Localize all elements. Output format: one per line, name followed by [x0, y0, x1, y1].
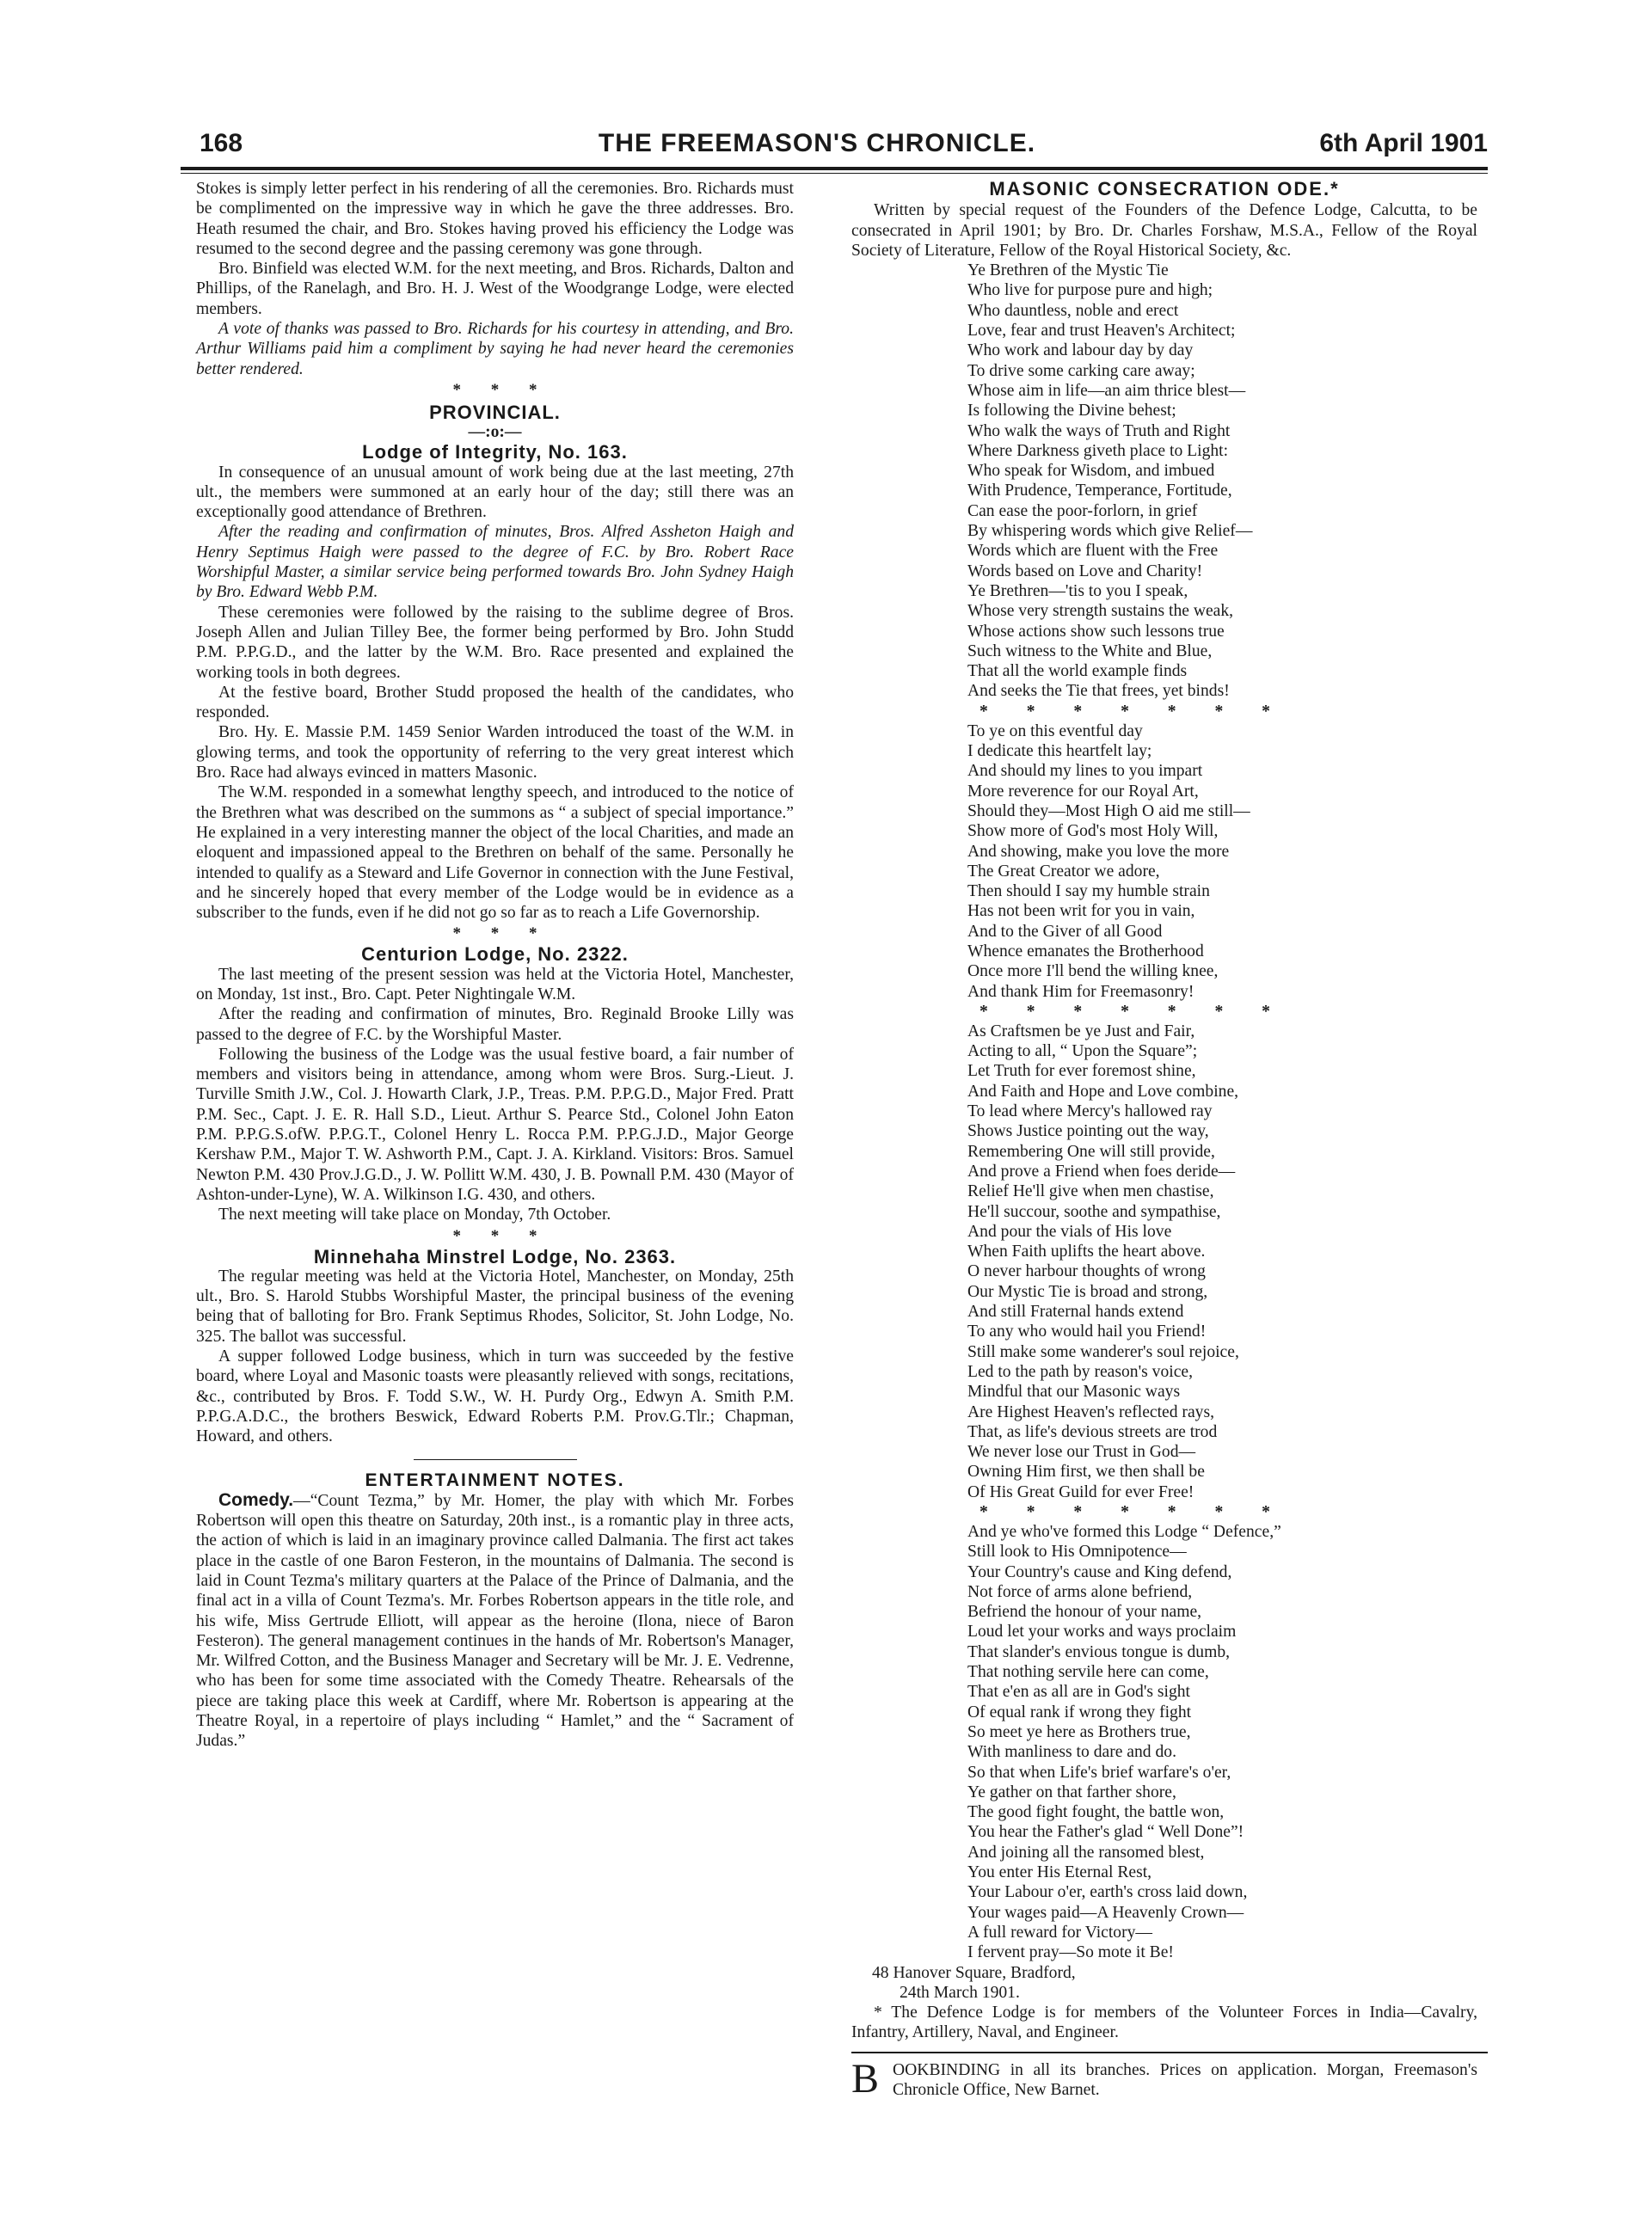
poem-line: That all the world example finds [967, 662, 1188, 681]
poem-line: And ye who've formed this Lodge “ Defence,” [967, 1523, 1281, 1541]
poem-line: That, as life's devious streets are trod [967, 1422, 1218, 1441]
poem-line: Remembering One will still provide, [967, 1142, 1215, 1161]
stanza-4 [967, 1522, 1477, 1963]
poem-line: And seeks the Tie that frees, yet binds! [967, 682, 1230, 701]
article-paragraph: The W.M. responded in a somewhat lengthy speech, and introduced to the notice of the Brethren what was described on the summons as “ a subject of special importance.” He explained in a very interesting manner the object of the local Charities, and made an eloquent and impassioned appeal to the Brethren on behalf of the same. Personally he intended to qualify as a Steward and Life Governor in connection with the June Festival, and he sincerely hoped that every member of the Lodge would be in evidence as a subscriber to the funds, even if he did not go so far as to reach a Life Governorship. [196, 783, 794, 923]
poem-line: Whose aim in life—an aim thrice blest— [967, 381, 1246, 400]
poem-line: We never lose our Trust in God— [967, 1443, 1196, 1462]
article-paragraph: The last meeting of the present session was held at the Victoria Hotel, Manchester, on Monday, 1st inst., Bro. Capt. Peter Nightingale W.M. [196, 965, 794, 1003]
article-paragraph: The next meeting will take place on Monday, 7th October. [218, 1206, 611, 1224]
poem-line: To any who would hail you Friend! [967, 1323, 1207, 1341]
intro-paragraph: Stokes is simply letter perfect in his rendering of all the ceremonies. Bro. Richards must be complimented on the impressive way in which he gave the three addresses. Bro. Heath resumed the chair, and Bro. Stokes having proved his efficiency the Lodge was resumed to the second degree and the passing ceremony was gone through. [196, 180, 794, 258]
poem-line: Not force of arms alone befriend, [967, 1582, 1193, 1601]
stanza-stars: * * * * * * * [980, 1503, 1270, 1521]
poem-line: And still Fraternal hands extend [967, 1303, 1184, 1322]
poem-line: A full reward for Victory— [967, 1923, 1153, 1942]
poem-line: Should they—Most High O aid me still— [967, 801, 1250, 820]
article-paragraph: Following the business of the Lodge was the usual festive board, a fair number of members and visitors being in attendance, among whom were Bros. Surg.-Lieut. J. Turville Smith J.W., Col. J. Howarth Clark, J.P., Treas. P.M. P.P.G.D., Major Fred. Pratt P.M. Sec., Capt. J. E. R. Hall S.D., Lieut. Arthur S. Pearce Std., Colonel John Eaton P.M. P.P.G.S.ofW. P.P.G.T., Colonel Henry L. Rocca P.M. P.P.G.J.D., Major George Kershaw P.M., Major T. W. Ashworth P.M., Capt. J. A. Kirkland. Visitors: Bros. Samuel Newton P.M. 430 Prov.J.G.D., J. W. Pollitt W.M. 430, J. B. Pownall P.M. 430 (Mayor of Ashton-under-Lyne), W. A. Wilkinson I.G. 430, and others. [196, 1045, 794, 1204]
poem-line: As Craftsmen be ye Just and Fair, [967, 1022, 1195, 1040]
poem-line: With manliness to dare and do. [967, 1743, 1176, 1762]
poem-line: Of His Great Guild for ever Free! [967, 1482, 1194, 1501]
poem-line: Your Country's cause and King defend, [967, 1562, 1232, 1581]
comedy-runin: Comedy. [218, 1489, 294, 1510]
poem-line: Mindful that our Masonic ways [967, 1383, 1181, 1402]
poem-line: Such witness to the White and Blue, [967, 641, 1213, 660]
poem-line: And thank Him for Freemasonry! [967, 982, 1194, 1001]
poem-line: Ye Brethren—'tis to you I speak, [967, 581, 1188, 600]
provincial-heading: PROVINCIAL. [429, 401, 561, 423]
poem-line: O never harbour thoughts of wrong [967, 1262, 1206, 1281]
page-header [146, 129, 1488, 163]
ode-poem [967, 261, 1477, 1962]
section-separator: —:o:— [468, 423, 522, 442]
advert-rule [851, 2052, 1488, 2053]
poem-line: Ye gather on that farther shore, [967, 1783, 1176, 1801]
poem-line: Words based on Love and Charity! [967, 562, 1203, 580]
poem-line: And showing, make you love the more [967, 842, 1230, 861]
poem-line: To drive some carking care away; [967, 361, 1195, 380]
poem-line: Whose very strength sustains the weak, [967, 602, 1234, 621]
poem-line: The Great Creator we adore, [967, 862, 1160, 881]
poem-line: Owning Him first, we then shall be [967, 1463, 1205, 1482]
poem-line: When Faith uplifts the heart above. [967, 1243, 1206, 1261]
poem-line: Once more I'll bend the willing knee, [967, 962, 1219, 981]
poem-line: So meet ye here as Brothers true, [967, 1722, 1191, 1741]
poem-line: To ye on this eventful day [967, 721, 1143, 740]
poem-line: Of equal rank if wrong they fight [967, 1703, 1192, 1721]
poem-line: Ye Brethren of the Mystic Tie [967, 261, 1169, 280]
poem-line: Your wages paid—A Heavenly Crown— [967, 1903, 1244, 1922]
left-column [196, 179, 794, 1752]
poem-line: Relief He'll give when men chastise, [967, 1182, 1214, 1201]
poem-line: Who walk the ways of Truth and Right [967, 421, 1231, 440]
advert-text: OOKBINDING in all its branches. Prices on application. Morgan, Freemason's Chronicle Office, New Barnet. [893, 2060, 1477, 2100]
integrity-heading: Lodge of Integrity, No. 163. [362, 441, 628, 463]
intro-paragraph: A vote of thanks was passed to Bro. Richards for his courtesy in attending, and Bro. Arthur Williams paid him a compliment by saying he had never heard the ceremonies better rendered. [196, 320, 794, 378]
ode-heading: MASONIC CONSECRATION ODE.* [989, 178, 1340, 199]
article-paragraph: A supper followed Lodge business, which in turn was succeeded by the festive board, where Loyal and Masonic toasts were pleasantly relieved with songs, recitations, &c., contributed by Bros. F. Todd S.W., W. H. Purdy Org., Edwyn A. Smith P.M. P.P.G.A.D.C., the brothers Beswick, Edward Roberts P.M. Prov.G.Tlr.; Chapman, Howard, and others. [196, 1347, 794, 1446]
poem-line: That slander's envious tongue is dumb, [967, 1642, 1231, 1661]
centurion-heading: Centurion Lodge, No. 2322. [361, 943, 629, 966]
advert-dropcap: B [851, 2055, 880, 2102]
article-paragraph: At the festive board, Brother Studd proposed the health of the candidates, who responded. [196, 683, 794, 722]
poem-line: He'll succour, soothe and sympathise, [967, 1202, 1221, 1221]
stanza-stars: * * * * * * * [980, 1002, 1270, 1021]
poem-line: Acting to all, “ Upon the Square”; [967, 1042, 1198, 1061]
poem-line: Your Labour o'er, earth's cross laid down, [967, 1883, 1248, 1902]
article-paragraph: After the reading and confirmation of minutes, Bros. Alfred Assheton Haigh and Henry Septimus Haigh were passed to the degree of F.C. by Bro. Robert Race Worshipful Master, a similar service being performed towards Bro. John Sydney Haigh by Bro. Edward Webb P.M. [196, 523, 794, 602]
author-address: 48 Hanover Square, Bradford, [872, 1963, 1076, 1982]
poem-line: So that when Life's brief warfare's o'er, [967, 1763, 1231, 1782]
article-paragraph: After the reading and confirmation of minutes, Bro. Reginald Brooke Lilly was passed to the degree of F.C. by the Worshipful Master. [196, 1005, 794, 1044]
comedy-text: —“Count Tezma,” by Mr. Homer, the play with which Mr. Forbes Robertson will open this theatre on Saturday, 20th inst., is a romantic play in three acts, the action of which is laid in an imaginary province called Dalmania. The first act takes place in the castle of one Baron Festeron, in the mountains of Dalmania. The second is laid in Count Tezma's military quarters at the Palace of the Prince of Dalmania, and the final act in a villa of Count Tezma's. Mr. Forbes Robertson appears in the title role, and his wife, Miss Gertrude Elliott, will appear as the heroine (Ilona, niece of Baron Festeron). The general management continues in the hands of Mr. Robertson's Manager, Mr. Wilfred Cotton, and the Business Manager and Secretary will be Mr. J. E. Vedrenne, who has been for some time associated with the Comedy Theatre. Rehearsals of the piece are taking place this week at Cardiff, where Mr. Robertson is appearing at the Theatre Royal, in a repertoire of plays including “ Hamlet,” and the “ Sacrament of Judas.” [196, 1491, 794, 1751]
poem-line: And pour the vials of His love [967, 1222, 1172, 1241]
poem-line: Who speak for Wisdom, and imbued [967, 462, 1215, 481]
poem-line: And Faith and Hope and Love combine, [967, 1082, 1239, 1101]
poem-line: Love, fear and trust Heaven's Architect; [967, 322, 1236, 341]
poem-line: Who work and labour day by day [967, 341, 1194, 360]
stanza-1 [967, 261, 1477, 702]
poem-line: That e'en as all are in God's sight [967, 1683, 1190, 1702]
stanza-3 [967, 1022, 1477, 1502]
poem-line: And prove a Friend when foes deride— [967, 1162, 1236, 1181]
poem-line: And joining all the ransomed blest, [967, 1843, 1205, 1862]
section-stars: * * * [452, 380, 537, 399]
section-stars: * * * [452, 924, 537, 943]
poem-line: To lead where Mercy's hallowed ray [967, 1102, 1213, 1121]
page-number: 168 [200, 129, 243, 157]
poem-line: Can ease the poor-forlorn, in grief [967, 501, 1198, 520]
poem-line: The good fight fought, the battle won, [967, 1803, 1225, 1822]
poem-line: Show more of God's most Holy Will, [967, 822, 1219, 841]
poem-line: Who dauntless, noble and erect [967, 301, 1179, 320]
bookbinding-advert [851, 2055, 1477, 2102]
stanza-2 [967, 721, 1477, 1002]
poem-line: And to the Giver of all Good [967, 922, 1163, 941]
poem-line: Then should I say my humble strain [967, 882, 1210, 901]
poem-line: Are Highest Heaven's reflected rays, [967, 1402, 1214, 1421]
poem-line: Whence emanates the Brotherhood [967, 942, 1204, 960]
section-stars: * * * [452, 1226, 537, 1245]
stanza-stars: * * * * * * * [980, 702, 1270, 721]
article-paragraph: In consequence of an unusual amount of work being due at the last meeting, 27th ult., the members were summoned at an early hour of the day; still there was an exceptionally good attendance of Brethren. [196, 463, 794, 522]
poem-line: And should my lines to you impart [967, 762, 1203, 781]
article-paragraph: Bro. Hy. E. Massie P.M. 1459 Senior Warden introduced the toast of the W.M. in glowing terms, and took the opportunity of referring to the very great interest which Bro. Race had always evinced in matters Masonic. [196, 723, 794, 782]
poem-line: More reverence for our Royal Art, [967, 782, 1199, 801]
poem-line: Let Truth for ever foremost shine, [967, 1062, 1196, 1081]
poem-line: Still make some wanderer's soul rejoice, [967, 1342, 1239, 1361]
poem-line: Words which are fluent with the Free [967, 542, 1219, 561]
article-paragraph: These ceremonies were followed by the raising to the sublime degree of Bros. Joseph Allen and Julian Tilley Bee, the former being performed by Bro. John Studd P.M. P.P.G.D., and the latter by the W.M. Bro. Race presented and explained the working tools in both degrees. [196, 603, 794, 682]
ode-footnote: * The Defence Lodge is for members of the Volunteer Forces in India—Cavalry, Infantry, Artillery, Naval, and Engineer. [851, 2004, 1477, 2042]
poem-line: I dedicate this heartfelt lay; [967, 742, 1152, 761]
poem-line: Where Darkness giveth place to Light: [967, 441, 1229, 460]
poem-line: With Prudence, Temperance, Fortitude, [967, 482, 1232, 500]
minnehaha-heading: Minnehaha Minstrel Lodge, No. 2363. [313, 1245, 677, 1267]
poem-line: Led to the path by reason's voice, [967, 1362, 1193, 1381]
article-paragraph: The regular meeting was held at the Victoria Hotel, Manchester, on Monday, 25th ult., Bro. S. Harold Stubbs Worshipful Master, the principal business of the evening being that of balloting for Bro. Frank Septimus Rhodes, Solicitor, St. John Lodge, No. 325. The ballot was successful. [196, 1267, 794, 1346]
poem-line: Shows Justice pointing out the way, [967, 1122, 1209, 1141]
author-date: 24th March 1901. [900, 1983, 1020, 2002]
poem-line: Who live for purpose pure and high; [967, 281, 1213, 300]
poem-line: Whose actions show such lessons true [967, 622, 1225, 641]
issue-date: 6th April 1901 [1319, 129, 1488, 157]
intro-paragraph: Bro. Binfield was elected W.M. for the next meeting, and Bros. Richards, Dalton and Phillips, of the Ranelagh, and Bro. H. J. West of the Woodgrange Lodge, were elected members. [196, 260, 794, 318]
poem-line: That nothing servile here can come, [967, 1663, 1209, 1682]
header-rule [181, 167, 1488, 170]
poem-line: By whispering words which give Relief— [967, 522, 1253, 541]
poem-line: Still look to His Omnipotence— [967, 1543, 1187, 1562]
masthead-title: THE FREEMASON'S CHRONICLE. [598, 129, 1036, 157]
poem-line: Our Mystic Tie is broad and strong, [967, 1282, 1208, 1301]
poem-line: Befriend the honour of your name, [967, 1603, 1202, 1622]
ode-intro: Written by special request of the Founders of the Defence Lodge, Calcutta, to be consecrated in April 1901; by Bro. Dr. Charles Forshaw, M.S.A., Fellow of the Royal Society of Literature, Fellow of the Royal Historical Society, &c. [851, 201, 1477, 260]
header-rule-thin [181, 173, 1488, 174]
section-divider [414, 1459, 577, 1460]
poem-line: You enter His Eternal Rest, [967, 1863, 1152, 1882]
entertainment-heading: ENTERTAINMENT NOTES. [365, 1470, 625, 1490]
right-column [851, 179, 1477, 2100]
poem-line: Is following the Divine behest; [967, 402, 1176, 420]
poem-line: You hear the Father's glad “ Well Done”! [967, 1823, 1244, 1842]
poem-line: Loud let your works and ways proclaim [967, 1623, 1237, 1642]
entertainment-paragraph [196, 1490, 794, 1752]
poem-line: Has not been writ for you in vain, [967, 902, 1195, 921]
poem-line: I fervent pray—So mote it Be! [967, 1943, 1174, 1962]
